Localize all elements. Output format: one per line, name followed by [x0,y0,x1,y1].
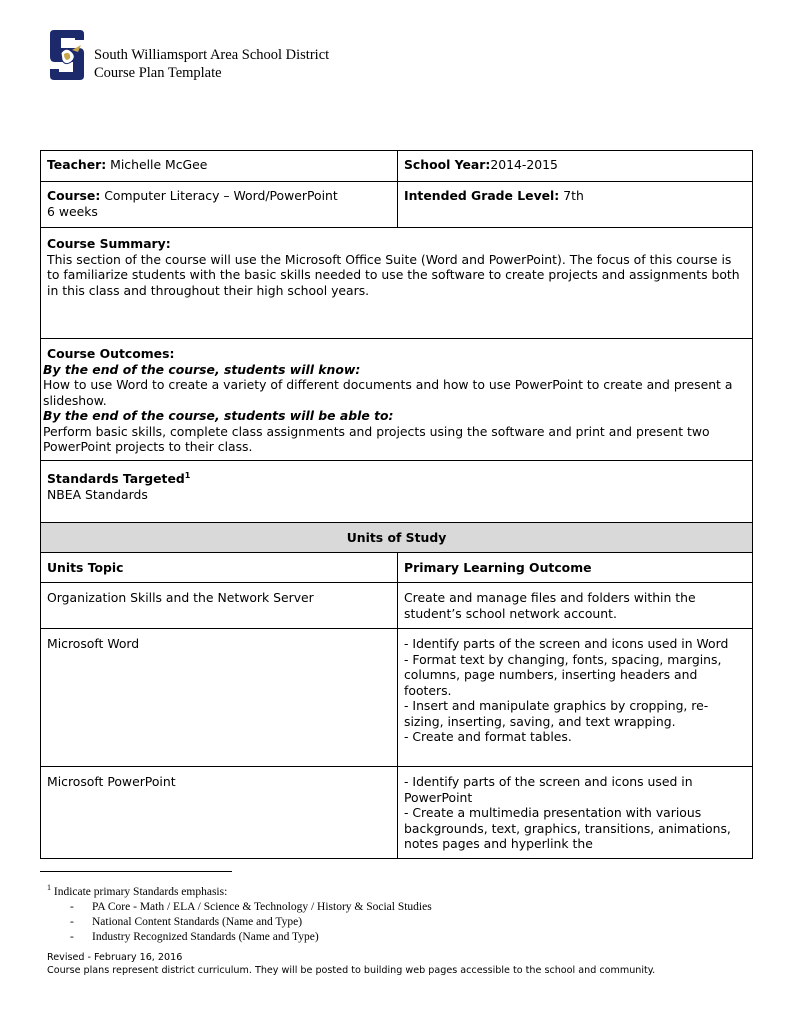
summary-row [41,228,753,339]
school-year-label: School Year: [404,157,491,172]
footnote-item-text: PA Core - Math / ELA / Science & Technology / History & Social Studies [92,900,432,913]
units-topic-header: Units Topic [41,553,398,583]
units-header-row [41,553,753,583]
outcomes-row [41,339,753,461]
footnote [47,880,432,945]
footnote-mark: 1 [47,883,51,892]
footnote-item: - Industry Recognized Standards (Name and Type) [70,930,319,943]
school-year-cell [398,151,753,182]
course-summary-cell [41,228,753,339]
teacher-label: Teacher: [47,157,107,172]
unit-outcome: Create and manage files and folders within the student’s school network account. [398,583,753,629]
course-duration: 6 weeks [47,203,98,219]
course-row [41,182,753,228]
standards-text: NBEA Standards [47,486,148,502]
footnote-text: Indicate primary Standards emphasis: [53,885,228,898]
footnote-item-text: National Content Standards (Name and Type) [92,915,303,928]
learning-outcome-header: Primary Learning Outcome [398,553,753,583]
standards-label [47,468,746,487]
able-heading: By the end of the course, students will be able to: [43,408,394,423]
revised-date: Revised - February 16, 2016 [47,952,183,963]
know-text: How to use Word to create a variety of different documents and how to use PowerPoint to create and present a slideshow. [43,377,733,408]
course-summary-text: This section of the course will use the Microsoft Office Suite (Word and PowerPoint). The focus of this course is to familiarize students with the basic skills needed to use the software to create projects and assignments both in this class and throughout their high school years. [47,251,740,298]
page-footer [47,951,655,977]
course-summary-label: Course Summary: [47,236,171,251]
units-title-row [41,523,753,553]
know-heading: By the end of the course, students will know: [43,361,361,377]
footnote-item: - National Content Standards (Name and Type) [70,915,303,928]
course-outcomes-label: Course Outcomes: [47,346,175,361]
footnote-list [47,900,432,945]
able-text: Perform basic skills, complete class assignments and projects using the software and print and present two PowerPoint projects to their class. [43,423,710,454]
teacher-cell [41,151,398,182]
course-name: Computer Literacy – Word/PowerPoint [104,188,338,203]
footnote-separator [40,871,232,872]
standards-footnote-mark: 1 [184,471,191,480]
unit-topic: Microsoft Word [41,629,398,767]
standards-cell [41,461,753,523]
school-year-value: 2014-2015 [490,157,558,172]
grade-level-cell [398,182,753,228]
unit-row [41,767,753,859]
footnote-heading [47,880,432,900]
course-label: Course: [47,188,101,203]
teacher-name: Michelle McGee [110,157,208,172]
unit-row [41,629,753,767]
units-of-study-title: Units of Study [41,523,753,553]
district-heading [94,46,329,82]
district-name: South Williamsport Area School District [94,47,330,63]
school-logo [48,26,86,84]
standards-row [41,461,753,523]
course-cell [41,182,398,228]
grade-level-label: Intended Grade Level: [404,188,560,203]
unit-topic: Microsoft PowerPoint [41,767,398,859]
unit-outcome: - Identify parts of the screen and icons used in PowerPoint - Create a multimedia presentation with various backgrounds, text, graphics, transitions, animations, notes pages and hyperlink the [398,767,753,859]
course-outcomes-cell [41,339,753,461]
course-plan-table [40,150,753,859]
unit-row [41,583,753,629]
footnote-item-text: Industry Recognized Standards (Name and Type) [92,930,319,943]
unit-outcome: - Identify parts of the screen and icons used in Word - Format text by changing, fonts, spacing, margins, columns, page numbers, inserting headers and footers. - Insert and manipulate graphics by cropping, re-sizing, inserting, saving, and text wrapping. - Create and format tables. [398,629,753,767]
standards-label-text: Standards Targeted [47,471,185,487]
unit-topic: Organization Skills and the Network Server [41,583,398,629]
grade-level-value: 7th [563,188,584,203]
footnote-item: - PA Core - Math / ELA / Science & Technology / History & Social Studies [70,900,432,913]
footer-note: Course plans represent district curriculum. They will be posted to building web pages accessible to the school and community. [47,965,656,976]
teacher-row [41,151,753,182]
template-title: Course Plan Template [94,65,222,81]
